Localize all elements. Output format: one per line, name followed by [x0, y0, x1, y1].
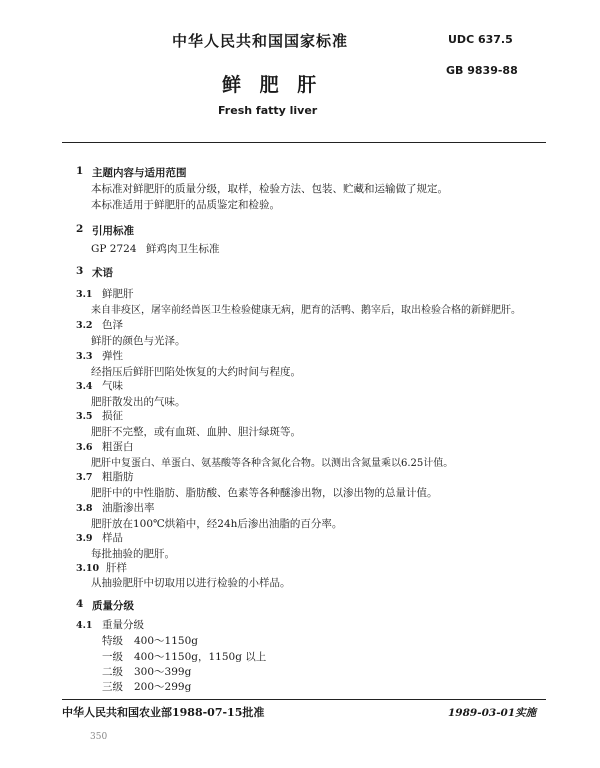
term-number: 3.5	[76, 411, 93, 422]
effective-date: 1989-03-01实施	[448, 707, 537, 719]
section-2-title: 引用标准	[92, 225, 134, 237]
term-number: 3.4	[76, 381, 93, 392]
grade-range: 200～299g	[134, 681, 192, 693]
section-1-para-1: 本标准对鲜肥肝的质量分级，取样，检验方法、包装、贮藏和运输做了规定。	[91, 183, 448, 195]
term-number: 3.3	[76, 351, 93, 362]
term-name: 油脂渗出率	[102, 502, 155, 514]
term-definition: 从抽验肥肝中切取用以进行检验的小样品。	[91, 577, 291, 589]
term-definition: 经指压后鲜肝凹陷处恢复的大约时间与程度。	[91, 366, 301, 378]
term-number: 3.1	[76, 289, 93, 300]
term-name: 鲜肥肝	[102, 288, 134, 300]
section-4-number: 4	[76, 598, 84, 610]
term-name: 色泽	[102, 319, 123, 331]
section-1-para-2: 本标准适用于鲜肥肝的品质鉴定和检验。	[91, 199, 280, 211]
term-number: 3.2	[76, 320, 93, 331]
term-definition: 肥肝散发出的气味。	[91, 396, 186, 408]
term-definition: 肥肝中复蛋白、单蛋白、氨基酸等各种含氮化合物。以测出含氮量乘以6.25计值。	[91, 458, 454, 469]
term-definition: 鲜肝的颜色与光泽。	[91, 335, 186, 347]
term-name: 弹性	[102, 350, 123, 362]
term-number: 3.6	[76, 442, 93, 453]
term-name: 气味	[102, 380, 123, 392]
grade-range: 400～1150g，1150g 以上	[134, 651, 267, 663]
term-definition: 肥肝中的中性脂肪、脂肪酸、色素等各种醚渗出物，以渗出物的总量计值。	[91, 487, 438, 499]
grade-label: 三级	[102, 681, 123, 693]
udc-code: UDC 637.5	[448, 33, 513, 46]
standard-org: 中华人民共和国国家标准	[172, 32, 349, 50]
grade-label: 二级	[102, 666, 123, 678]
subsection-title: 重量分级	[102, 619, 144, 631]
approval-line: 中华人民共和国农业部1988-07-15批准	[62, 706, 265, 719]
reference-code: GP 2724	[91, 243, 137, 255]
page-title: 鲜 肥 肝	[222, 74, 323, 96]
subsection-number: 4.1	[76, 620, 93, 631]
section-1-title: 主题内容与适用范围	[92, 167, 187, 179]
page-subtitle-en: Fresh fatty liver	[218, 104, 318, 117]
term-definition: 肥肝放在100℃烘箱中，经24h后渗出油脂的百分率。	[91, 518, 343, 530]
header-rule	[62, 142, 546, 143]
term-definition: 每批抽验的肥肝。	[91, 548, 175, 560]
term-name: 损征	[102, 410, 123, 422]
term-number: 3.10	[76, 563, 100, 574]
page-number: 350	[90, 732, 108, 742]
grade-label: 特级	[102, 635, 123, 647]
term-number: 3.7	[76, 472, 93, 483]
section-3-number: 3	[76, 265, 84, 277]
term-name: 肝样	[106, 562, 127, 574]
grade-range: 300～399g	[134, 666, 192, 678]
term-number: 3.8	[76, 503, 93, 514]
section-2-number: 2	[76, 223, 84, 235]
section-4-title: 质量分级	[92, 600, 134, 612]
term-name: 样品	[102, 532, 123, 544]
term-definition: 来自非疫区，屠宰前经兽医卫生检验健康无病，肥育的活鸭、鹅宰后，取出检验合格的新鲜肥肝。	[91, 305, 521, 316]
term-name: 粗蛋白	[102, 441, 134, 453]
footer-rule	[62, 699, 546, 700]
term-definition: 肥肝不完整，或有血斑、血肿、胆汁绿斑等。	[91, 426, 301, 438]
section-3-title: 术语	[92, 267, 113, 279]
section-1-number: 1	[76, 165, 84, 177]
term-name: 粗脂肪	[102, 471, 134, 483]
grade-label: 一级	[102, 651, 123, 663]
reference-title: 鲜鸡肉卫生标准	[146, 243, 220, 255]
term-number: 3.9	[76, 533, 93, 544]
gb-code: GB 9839-88	[446, 64, 518, 77]
grade-range: 400～1150g	[134, 635, 198, 647]
